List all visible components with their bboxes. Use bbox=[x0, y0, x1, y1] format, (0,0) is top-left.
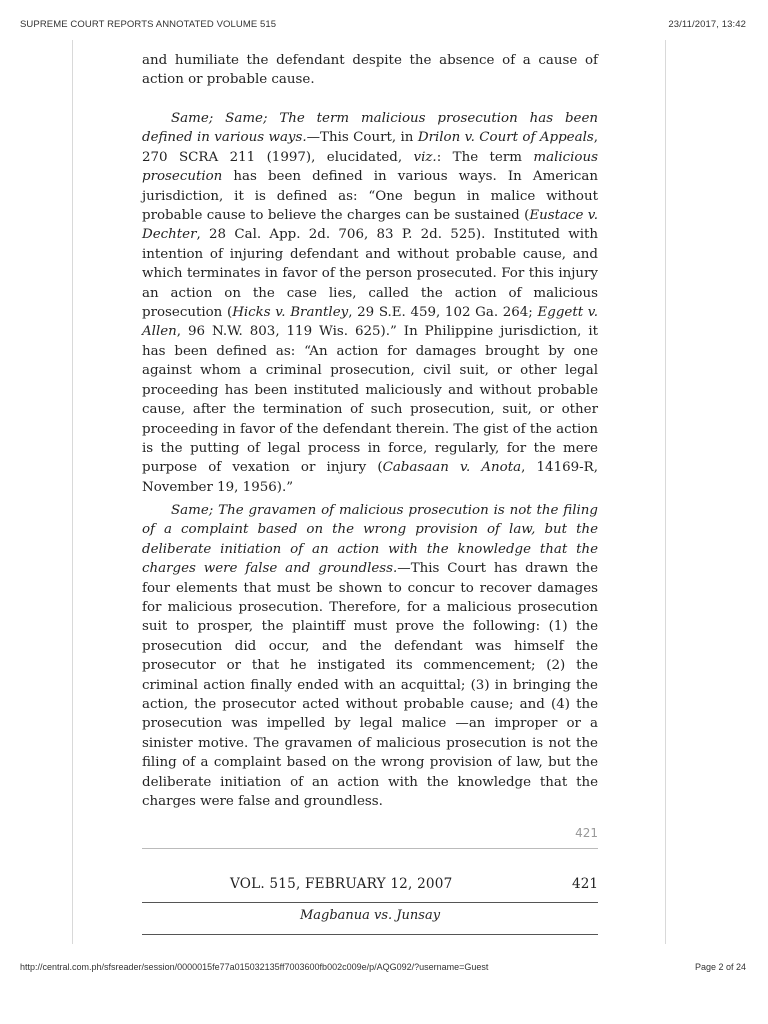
print-datetime: 23/11/2017, 13:42 bbox=[668, 19, 746, 30]
paragraph-continuation: and humiliate the defendant despite the absence of a cause of action or probable cause. bbox=[142, 53, 598, 88]
right-margin-rule bbox=[665, 40, 666, 944]
case-citation: Cabasaan v. Anota bbox=[382, 460, 522, 476]
case-title: Magbanua vs. Junsay bbox=[299, 908, 441, 923]
syllabus-paragraph-gravamen: Same; The gravamen of malicious prosecution is not the filing of a complaint based on the wrong provision of law, but the deliberate initiation of an action with the knowledge that the charges were false and groundless.—This Court has drawn the four elements that must be shown to concur to recover damages for malicious prosecution. Therefore, for a malicious prosecution suit to prosper, the plaintiff must prove the following: (1) the prosecution did occur, and the defendant was himself the prosecutor or that he instigated its commencement; (2) the criminal action finally ended with an acquittal; (3) in bringing the action, the prosecutor acted without probable cause; and (4) the prosecution was impelled by legal malice —an improper or a sinister motive. The gravamen of malicious prosecution is not the filing of a complaint based on the wrong provision of law, but the deliberate initiation of an action with the knowledge that the charges were false and groundless. bbox=[142, 503, 599, 810]
page-count: Page 2 of 24 bbox=[694, 962, 746, 972]
running-head-volume: VOL. 515, FEBRUARY 12, 2007 bbox=[230, 876, 453, 892]
case-citation: Drilon v. Court of Appeals bbox=[417, 130, 594, 146]
syllabus-lead: Same; The gravamen of malicious prosecution is not the filing of a complaint based on the wrong provision of law, but the deliberate initiation of an action with the knowledge that the charges were false and groundless. bbox=[142, 503, 598, 577]
left-margin-rule bbox=[72, 40, 73, 944]
page-number-marker: 421 bbox=[575, 826, 598, 840]
case-citation: Eggett v. Allen bbox=[142, 305, 598, 340]
print-footer bbox=[20, 962, 746, 976]
syllabus-lead: Same; Same; The term malicious prosecution has been defined in various ways. bbox=[142, 111, 598, 146]
syllabus-paragraph-malicious-prosecution-definition: Same; Same; The term malicious prosecution has been defined in various ways.—This Court, in Drilon v. Court of Appeals, 270 SCRA 211 (1997), elucidated, viz.: The term malicious prosecution has been defined in various ways. In American jurisdiction, it is defined as: “One begun in malice without probable cause to believe the charges can be sustained (Eustace v. Dechter, 28 Cal. App. 2d. 706, 83 P. 2d. 525). Instituted with intention of injuring defendant and without probable cause, and which terminates in favor of the person prosecuted. For this injury an action on the case lies, called the action of malicious prosecution (Hicks v. Brantley, 29 S.E. 459, 102 Ga. 264; Eggett v. Allen, 96 N.W. 803, 119 Wis. 625).” In Philippine jurisdiction, it has been defined as: “An action for damages brought by one against whom a criminal prosecution, civil suit, or other legal proceeding has been instituted maliciously and without probable cause, after the termination of such prosecution, suit, or other proceeding in favor of the defendant therein. The gist of the action is the putting of legal process in force, regularly, for the mere purpose of vexation or injury (Cabasaan v. Anota, 14169-R, November 19, 1956).” bbox=[142, 111, 598, 495]
source-url: http://central.com.ph/sfsreader/session/0000015fe77a015032135ff7003600fb002c009e/p/AQG092/?username=Guest bbox=[20, 962, 489, 972]
case-citation: Eustace v. Dechter bbox=[142, 208, 598, 243]
divider bbox=[142, 848, 598, 849]
print-header bbox=[20, 19, 746, 33]
divider bbox=[142, 934, 598, 935]
divider bbox=[142, 902, 598, 903]
document-title: SUPREME COURT REPORTS ANNOTATED VOLUME 515 bbox=[20, 19, 277, 30]
case-citation: Hicks v. Brantley bbox=[232, 305, 349, 321]
running-head-page: 421 bbox=[572, 876, 598, 892]
